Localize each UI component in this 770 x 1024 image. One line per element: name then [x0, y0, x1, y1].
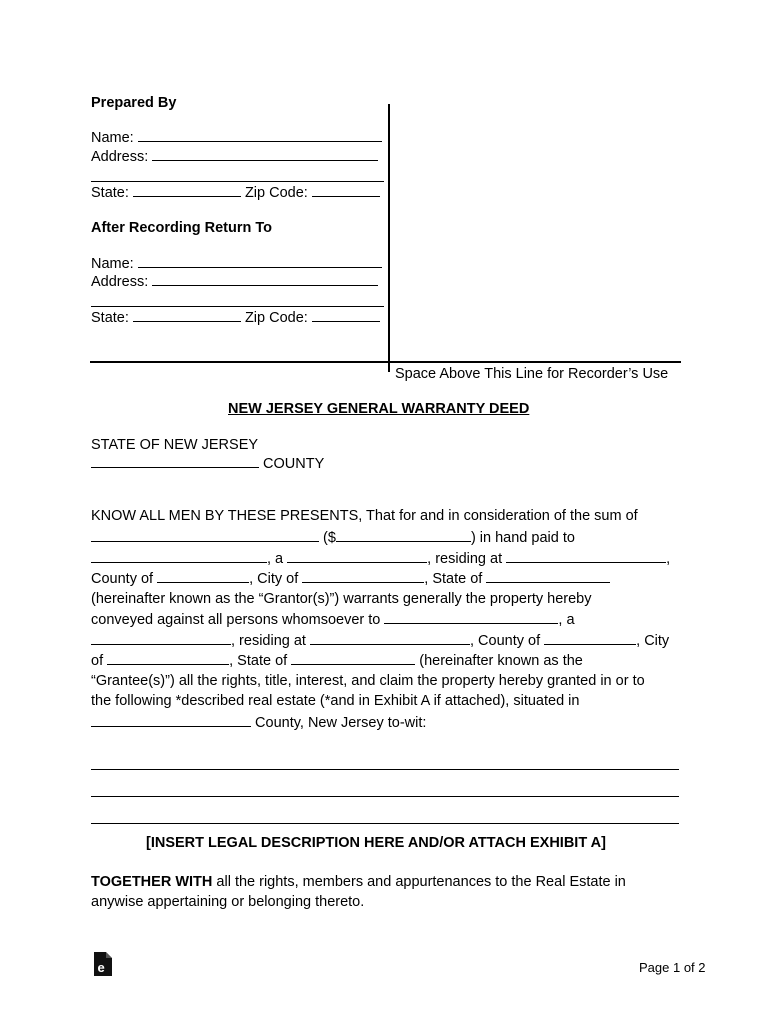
grantee-city-label: , City	[636, 633, 670, 649]
prepared-by-state-label: State:	[91, 185, 129, 201]
body-line-4	[91, 569, 610, 588]
county-row	[91, 454, 324, 473]
return-to-address-label: Address:	[91, 274, 149, 290]
grantor-county-label: County of	[91, 571, 154, 587]
prepared-by-zip-field[interactable]	[312, 183, 380, 197]
body-line-8	[91, 651, 583, 670]
grantor-county-field[interactable]	[157, 569, 249, 583]
body-line-7	[91, 631, 669, 650]
svg-text:e: e	[97, 960, 105, 975]
grantor-comma: ,	[666, 551, 671, 567]
return-to-state-label: State:	[91, 310, 129, 326]
return-to-state-row	[91, 308, 380, 327]
body-line-6	[91, 610, 575, 629]
consideration-words-field[interactable]	[91, 528, 319, 542]
return-to-name-label: Name:	[91, 256, 134, 272]
return-to-zip-label: Zip Code:	[244, 310, 308, 326]
body-line-5: (hereinafter known as the “Grantor(s)”) warrants generally the property hereby	[91, 591, 592, 607]
return-to-address-field[interactable]	[152, 272, 378, 286]
grantee-a-text: , a	[558, 612, 575, 628]
return-to-name-field[interactable]	[138, 254, 382, 268]
grantor-name-field[interactable]	[91, 549, 267, 563]
prepared-by-name-field[interactable]	[138, 128, 382, 142]
grantee-status-field[interactable]	[91, 631, 231, 645]
grantee-name-field[interactable]	[384, 610, 558, 624]
legal-description-line-2[interactable]	[91, 796, 679, 797]
body-line-3	[91, 549, 670, 568]
grantee-address-field[interactable]	[310, 631, 470, 645]
together-with-heading: TOGETHER WITH	[91, 874, 213, 890]
return-to-heading: After Recording Return To	[91, 220, 272, 236]
grantor-city-field[interactable]	[302, 569, 424, 583]
prepared-by-zip-label: Zip Code:	[244, 185, 308, 201]
dollar-sign-text: ($	[323, 530, 336, 546]
consideration-amount-field[interactable]	[336, 528, 471, 542]
together-with-text: all the rights, members and appurtenances to the Real Estate in	[212, 874, 626, 890]
page-number: Page 1 of 2	[639, 960, 706, 975]
grantor-city-label: , City of	[249, 571, 299, 587]
body-line-11	[91, 713, 426, 732]
county-field[interactable]	[91, 454, 259, 468]
eforms-logo-icon	[92, 951, 114, 977]
grantor-state-field[interactable]	[486, 569, 610, 583]
hereinafter-grantee-text: (hereinafter known as the	[419, 653, 583, 669]
prepared-by-address-line-2[interactable]	[91, 181, 384, 182]
return-to-state-field[interactable]	[133, 308, 241, 322]
grantor-residing-text: , residing at	[427, 551, 503, 567]
together-with-line-2: anywise appertaining or belonging thereto.	[91, 894, 365, 910]
legal-description-line-3[interactable]	[91, 823, 679, 824]
body-line-2	[91, 528, 575, 547]
county-new-jersey-text: County, New Jersey to-wit:	[255, 715, 427, 731]
grantor-address-field[interactable]	[506, 549, 666, 563]
prepared-by-address-field[interactable]	[152, 147, 378, 161]
prepared-by-heading: Prepared By	[91, 95, 177, 111]
grantee-county-field[interactable]	[544, 631, 636, 645]
recorder-vertical-divider	[388, 104, 390, 372]
county-label: COUNTY	[263, 456, 325, 472]
grantor-state-label: , State of	[424, 571, 483, 587]
return-to-address-line-2[interactable]	[91, 306, 384, 307]
prepared-by-address-label: Address:	[91, 149, 149, 165]
grantee-of-text: of	[91, 653, 104, 669]
conveyed-text: conveyed against all persons whomsoever to	[91, 612, 381, 628]
together-with-line-1	[91, 873, 626, 891]
return-to-name-row	[91, 254, 382, 273]
recorder-horizontal-divider	[90, 361, 681, 363]
grantee-city-field[interactable]	[107, 651, 229, 665]
grantee-state-label: , State of	[229, 653, 288, 669]
return-to-address-row	[91, 272, 378, 291]
recorder-use-note: Space Above This Line for Recorder’s Use	[395, 366, 669, 382]
prepared-by-name-row	[91, 128, 382, 147]
body-line-9: “Grantee(s)”) all the rights, title, interest, and claim the property hereby granted in or to	[91, 673, 645, 689]
legal-description-line-1[interactable]	[91, 769, 679, 770]
body-line-1: KNOW ALL MEN BY THESE PRESENTS, That for and in consideration of the sum of	[91, 508, 638, 524]
document-title: NEW JERSEY GENERAL WARRANTY DEED	[228, 401, 530, 417]
prepared-by-address-row	[91, 147, 378, 166]
prepared-by-name-label: Name:	[91, 130, 134, 146]
prepared-by-state-row	[91, 183, 380, 202]
grantor-status-field[interactable]	[287, 549, 427, 563]
state-of-new-jersey: STATE OF NEW JERSEY	[91, 437, 259, 453]
property-county-field[interactable]	[91, 713, 251, 727]
legal-description-instruction: [INSERT LEGAL DESCRIPTION HERE AND/OR ATTACH EXHIBIT A]	[146, 835, 606, 851]
grantee-residing-text: , residing at	[231, 633, 306, 649]
grantee-state-field[interactable]	[291, 651, 415, 665]
grantor-a-text: , a	[267, 551, 284, 567]
return-to-zip-field[interactable]	[312, 308, 380, 322]
body-line-10: the following *described real estate (*and in Exhibit A if attached), situated in	[91, 693, 580, 709]
grantee-county-label: , County of	[470, 633, 541, 649]
in-hand-paid-text: ) in hand paid to	[470, 530, 575, 546]
prepared-by-state-field[interactable]	[133, 183, 241, 197]
